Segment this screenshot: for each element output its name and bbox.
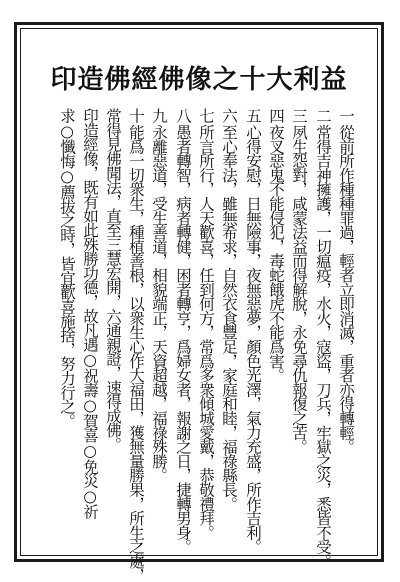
item-number: 五	[244, 108, 262, 123]
item-7	[196, 108, 216, 539]
item-number: 九	[150, 108, 168, 123]
closing-line-2	[57, 108, 77, 428]
item-number: 六	[220, 108, 238, 123]
item-10	[126, 108, 146, 582]
item-text: 求○懺悔○薦拔之時，皆宜歡喜施捨，努力行之。	[58, 108, 76, 428]
page-title: 印造佛經佛像之十大利益	[50, 65, 348, 95]
item-1	[336, 108, 356, 453]
item-2	[313, 108, 333, 568]
item-text: 夜叉惡鬼不能侵犯，毒蛇餓虎不能爲害。	[267, 124, 285, 382]
item-8	[173, 108, 193, 553]
item-text: 至心奉法，雖無希求，自然衣食豐足，家庭和睦，福祿縣長。	[220, 124, 238, 511]
item-3	[289, 108, 309, 453]
item-number: 七	[197, 108, 215, 123]
item-text: 夙生怨對，咸蒙法益而得解脫，永免尋仇報復之苦。	[290, 124, 308, 454]
item-9	[149, 108, 169, 482]
closing-line-1	[80, 108, 100, 518]
item-text: 常得吉神擁護，一切瘟疫，水火，寇盜，刀兵，牢獄之災，悉皆不受。	[314, 124, 332, 568]
item-text: 常得見佛聞法，直至三慧宏開，六通親證，速得成佛。	[104, 108, 122, 452]
item-number: 十	[127, 108, 145, 123]
item-number: 二	[314, 108, 332, 123]
item-text: 印造經像，既有如此殊勝功德，故凡遇○祝壽○賀喜○免災○祈	[81, 108, 99, 519]
item-number: 四	[267, 108, 285, 123]
item-number: 八	[174, 108, 192, 123]
item-text: 愚者轉智，病者轉健，困者轉亨，爲婦女者，報謝之日，捷轉男身。	[174, 124, 192, 554]
item-text: 能爲一切衆生，種植善根，以衆生心作大福田，獲無量勝果，所生之處，	[127, 124, 145, 582]
item-5	[243, 108, 263, 553]
item-4	[266, 108, 286, 382]
item-text: 從前所作種種罪過，輕者立即消滅，重者亦得轉輕。	[337, 124, 355, 454]
item-10-continued	[103, 108, 123, 451]
item-text: 心得安慰，日無險事，夜無惡夢，顏色光澤，氣力充盛，所作吉利。	[244, 124, 262, 554]
item-number: 一	[337, 108, 355, 123]
item-number: 三	[290, 108, 308, 123]
item-text: 所言所行，人天歡喜，任到何方，常爲多衆傾城愛戴，恭敬禮拜。	[197, 124, 215, 540]
item-6	[219, 108, 239, 510]
item-text: 永離惡道，受生善道，相貌端正，天資超越，福祿殊勝。	[150, 124, 168, 482]
